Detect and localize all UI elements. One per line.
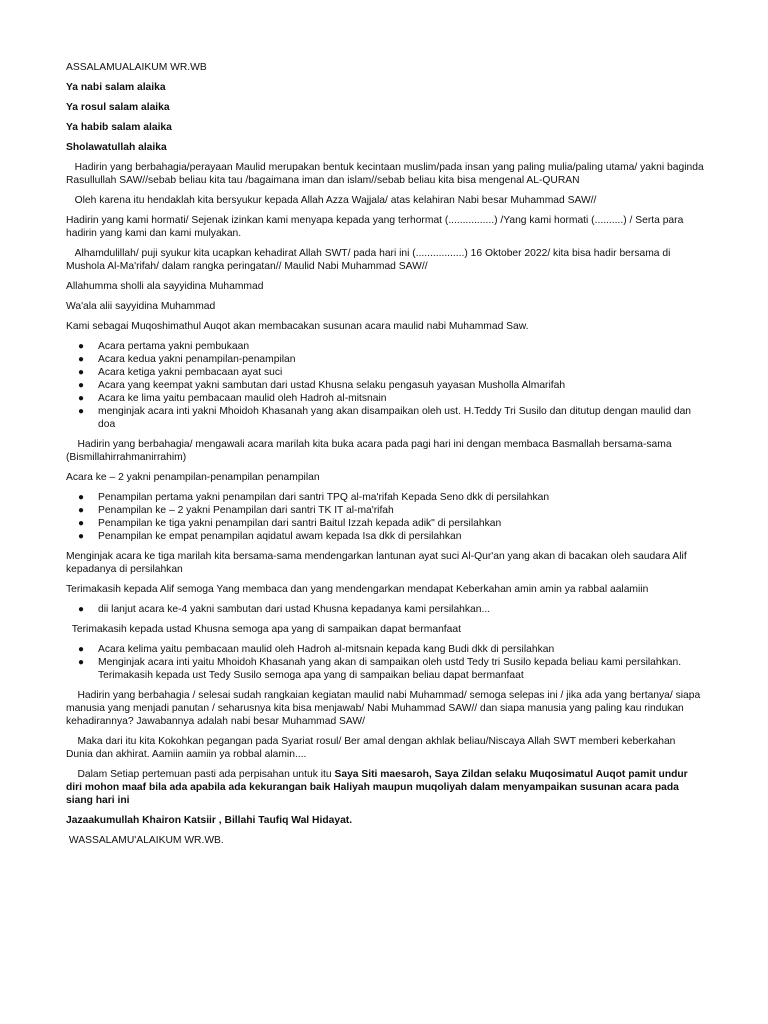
list-item: ● Acara ketiga yakni pembacaan ayat suci [78,367,283,378]
paragraph-hadirin-opening: Hadirin yang berbahagia/perayaan Maulid merupakan bentuk kecintaan muslim/pada insan yang paling mulia/paling utama/ yakni baginda Rasullullah SAW//sebab beliau kita tau /bagaimana iman dan islam//sebab beliau kita bisa mengenal AL-QURAN [66,162,704,186]
paragraph-pamit: Dalam Setiap pertemuan pasti ada perpisahan untuk itu Saya Siti maesaroh, Saya Zildan selaku Muqosimatul Auqot pamit undur diri mohon maaf bila ada apabila ada kekurangan baik Haliyah maupun muqoliyah dalam menyampaikan susunan acara pada siang hari ini [66,769,688,806]
bullet-icon: ● [78,341,85,352]
list-item: ● Acara kelima yaitu pembacaan maulid oleh Hadroh al-mitsnain kepada kang Budi dkk di persilahkan [78,644,555,655]
list-item: ● Acara yang keempat yakni sambutan dari ustad Khusna selaku pengasuh yayasan Musholla Almarifah [78,380,566,391]
salawat-line: Ya habib salam alaika [66,122,172,133]
closing-salam: WASSALAMU'ALAIKUM WR.WB. [68,835,224,846]
list-item: ● Penampilan ke empat penampilan aqidatul awam kepada Isa dkk di persilahkan [78,531,462,542]
acara-list [66,340,704,431]
line-waala: Wa'ala alii sayyidina Muhammad [66,301,216,312]
salawat-line: Ya rosul salam alaika [66,102,170,113]
list-item: ● Acara pertama yakni pembukaan [78,341,250,352]
line-jazaakumullah: Jazaakumullah Khairon Katsiir , Billahi Taufiq Wal Hidayat. [66,815,353,826]
paragraph-alhamdulillah: Alhamdulillah/ puji syukur kita ucapkan kehadirat Allah SWT/ pada hari ini (.................) 16 Oktober 2022/ kita bisa hadir bersama di Mushola Al-Ma'rifah/ dalam rangka peringatan// Maulid Nabi Muhammad SAW// [66,248,671,272]
line-allahumma: Allahumma sholli ala sayyidina Muhammad [66,281,264,292]
list-item: ● Acara ke lima yaitu pembacaan maulid oleh Hadroh al-mitsnain [78,393,387,404]
paragraph-terimakasih-khusna: Terimakasih kepada ustad Khusna semoga apa yang di sampaikan dapat bermanfaat [71,624,461,635]
bullet-icon: ● [78,354,85,365]
bullet-icon: ● [78,644,85,655]
greeting: ASSALAMUALAIKUM WR.WB [66,62,207,73]
list-item: ● Penampilan pertama yakni penampilan dari santri TPQ al-ma'rifah Kepada Seno dkk di persilahkan [78,492,550,503]
salawat-line: Sholawatullah alaika [66,142,167,153]
list-item: ● Menginjak acara inti yaitu Mhoidoh Khasanah yang akan di sampaikan oleh ustd Tedy tri Susilo kepada beliau kami persilahkan. Terimakasih kepada ust Tedy Susilo semoga apa yang di sampaikan beliau dapat bermanfaat [78,657,682,681]
bullet-icon: ● [78,531,85,542]
paragraph-terimakasih-alif: Terimakasih kepada Alif semoga Yang membaca dan yang mendengarkan mendapat Keberkahan amin amin ya rabbal aalamiin [66,584,649,595]
paragraph-oleh-karena: Oleh karena itu hendaklah kita bersyukur kepada Allah Azza Wajjala/ atas kelahiran Nabi besar Muhammad SAW// [74,195,597,206]
bullet-icon: ● [78,604,85,615]
bullet-icon: ● [78,492,85,503]
bullet-icon: ● [78,505,85,516]
salawat-line: Ya nabi salam alaika [66,82,166,93]
list-item: ● dii lanjut acara ke-4 yakni sambutan dari ustad Khusna kepadanya kami persilahkan... [78,604,491,615]
list-item: ● Penampilan ke tiga yakni penampilan dari santri Baitul Izzah kepada adik" di persilahkan [78,518,502,529]
bullet-icon: ● [78,518,85,529]
kelima-list [66,643,704,682]
bullet-icon: ● [78,393,85,404]
bullet-icon: ● [78,380,85,391]
bullet-icon: ● [78,657,85,668]
bullet-icon: ● [78,367,85,378]
paragraph-kami-sebagai: Kami sebagai Muqoshimathul Auqot akan membacakan susunan acara maulid nabi Muhammad Saw. [66,321,529,332]
paragraph-acara-ke2: Acara ke – 2 yakni penampilan-penampilan penampilan [66,472,320,483]
paragraph-menginjak: Menginjak acara ke tiga marilah kita bersama-sama mendengarkan lantunan ayat suci Al-Qur'an yang akan di bacakan oleh saudara Alif kepadanya di persilahkan [66,551,687,575]
paragraph-hadirin-hormati: Hadirin yang kami hormati/ Sejenak izinkan kami menyapa kepada yang terhormat (................) /Yang kami hormati (..........) / Serta para hadirin yang kami dan kami mulyakan. [66,215,684,239]
paragraph-hadirin-selesai: Hadirin yang berbahagia / selesai sudah rangkaian kegiatan maulid nabi Muhammad/ semoga selepas ini / jika ada yang bertanya/ siapa manusia yang menjadi panutan / seharusnya kita bisa menjawab/ Nabi Muhammad SAW// dan siapa manusia yang paling kau rindukan kehadirannya? Jawabannya adalah nabi besar Muhammad SAW/ [66,690,701,727]
paragraph-maka: Maka dari itu kita Kokohkan pegangan pada Syariat rosul/ Ber amal dengan akhlak beliau/Niscaya Allah SWT memberi keberkahan Dunia dan akhirat. Aamiin aamiin ya robbal alamin.... [66,736,676,760]
bullet-icon: ● [78,406,85,417]
list-item: ● menginjak acara inti yakni Mhoidoh Khasanah yang akan disampaikan oleh ust. H.Teddy Tri Susilo dan ditutup dengan maulid dan doa [78,406,692,430]
paragraph-hadirin-basmallah: Hadirin yang berbahagia/ mengawali acara marilah kita buka acara pada pagi hari ini dengan membaca Basmallah bersama-sama (Bismillahirrahmanirrahim) [66,439,672,463]
list-item: ● Penampilan ke – 2 yakni Penampilan dari santri TK IT al-ma'rifah [78,505,394,516]
penampilan-list [66,491,704,543]
list-item: ● Acara kedua yakni penampilan-penampilan [78,354,296,365]
sambutan-list [66,603,704,616]
